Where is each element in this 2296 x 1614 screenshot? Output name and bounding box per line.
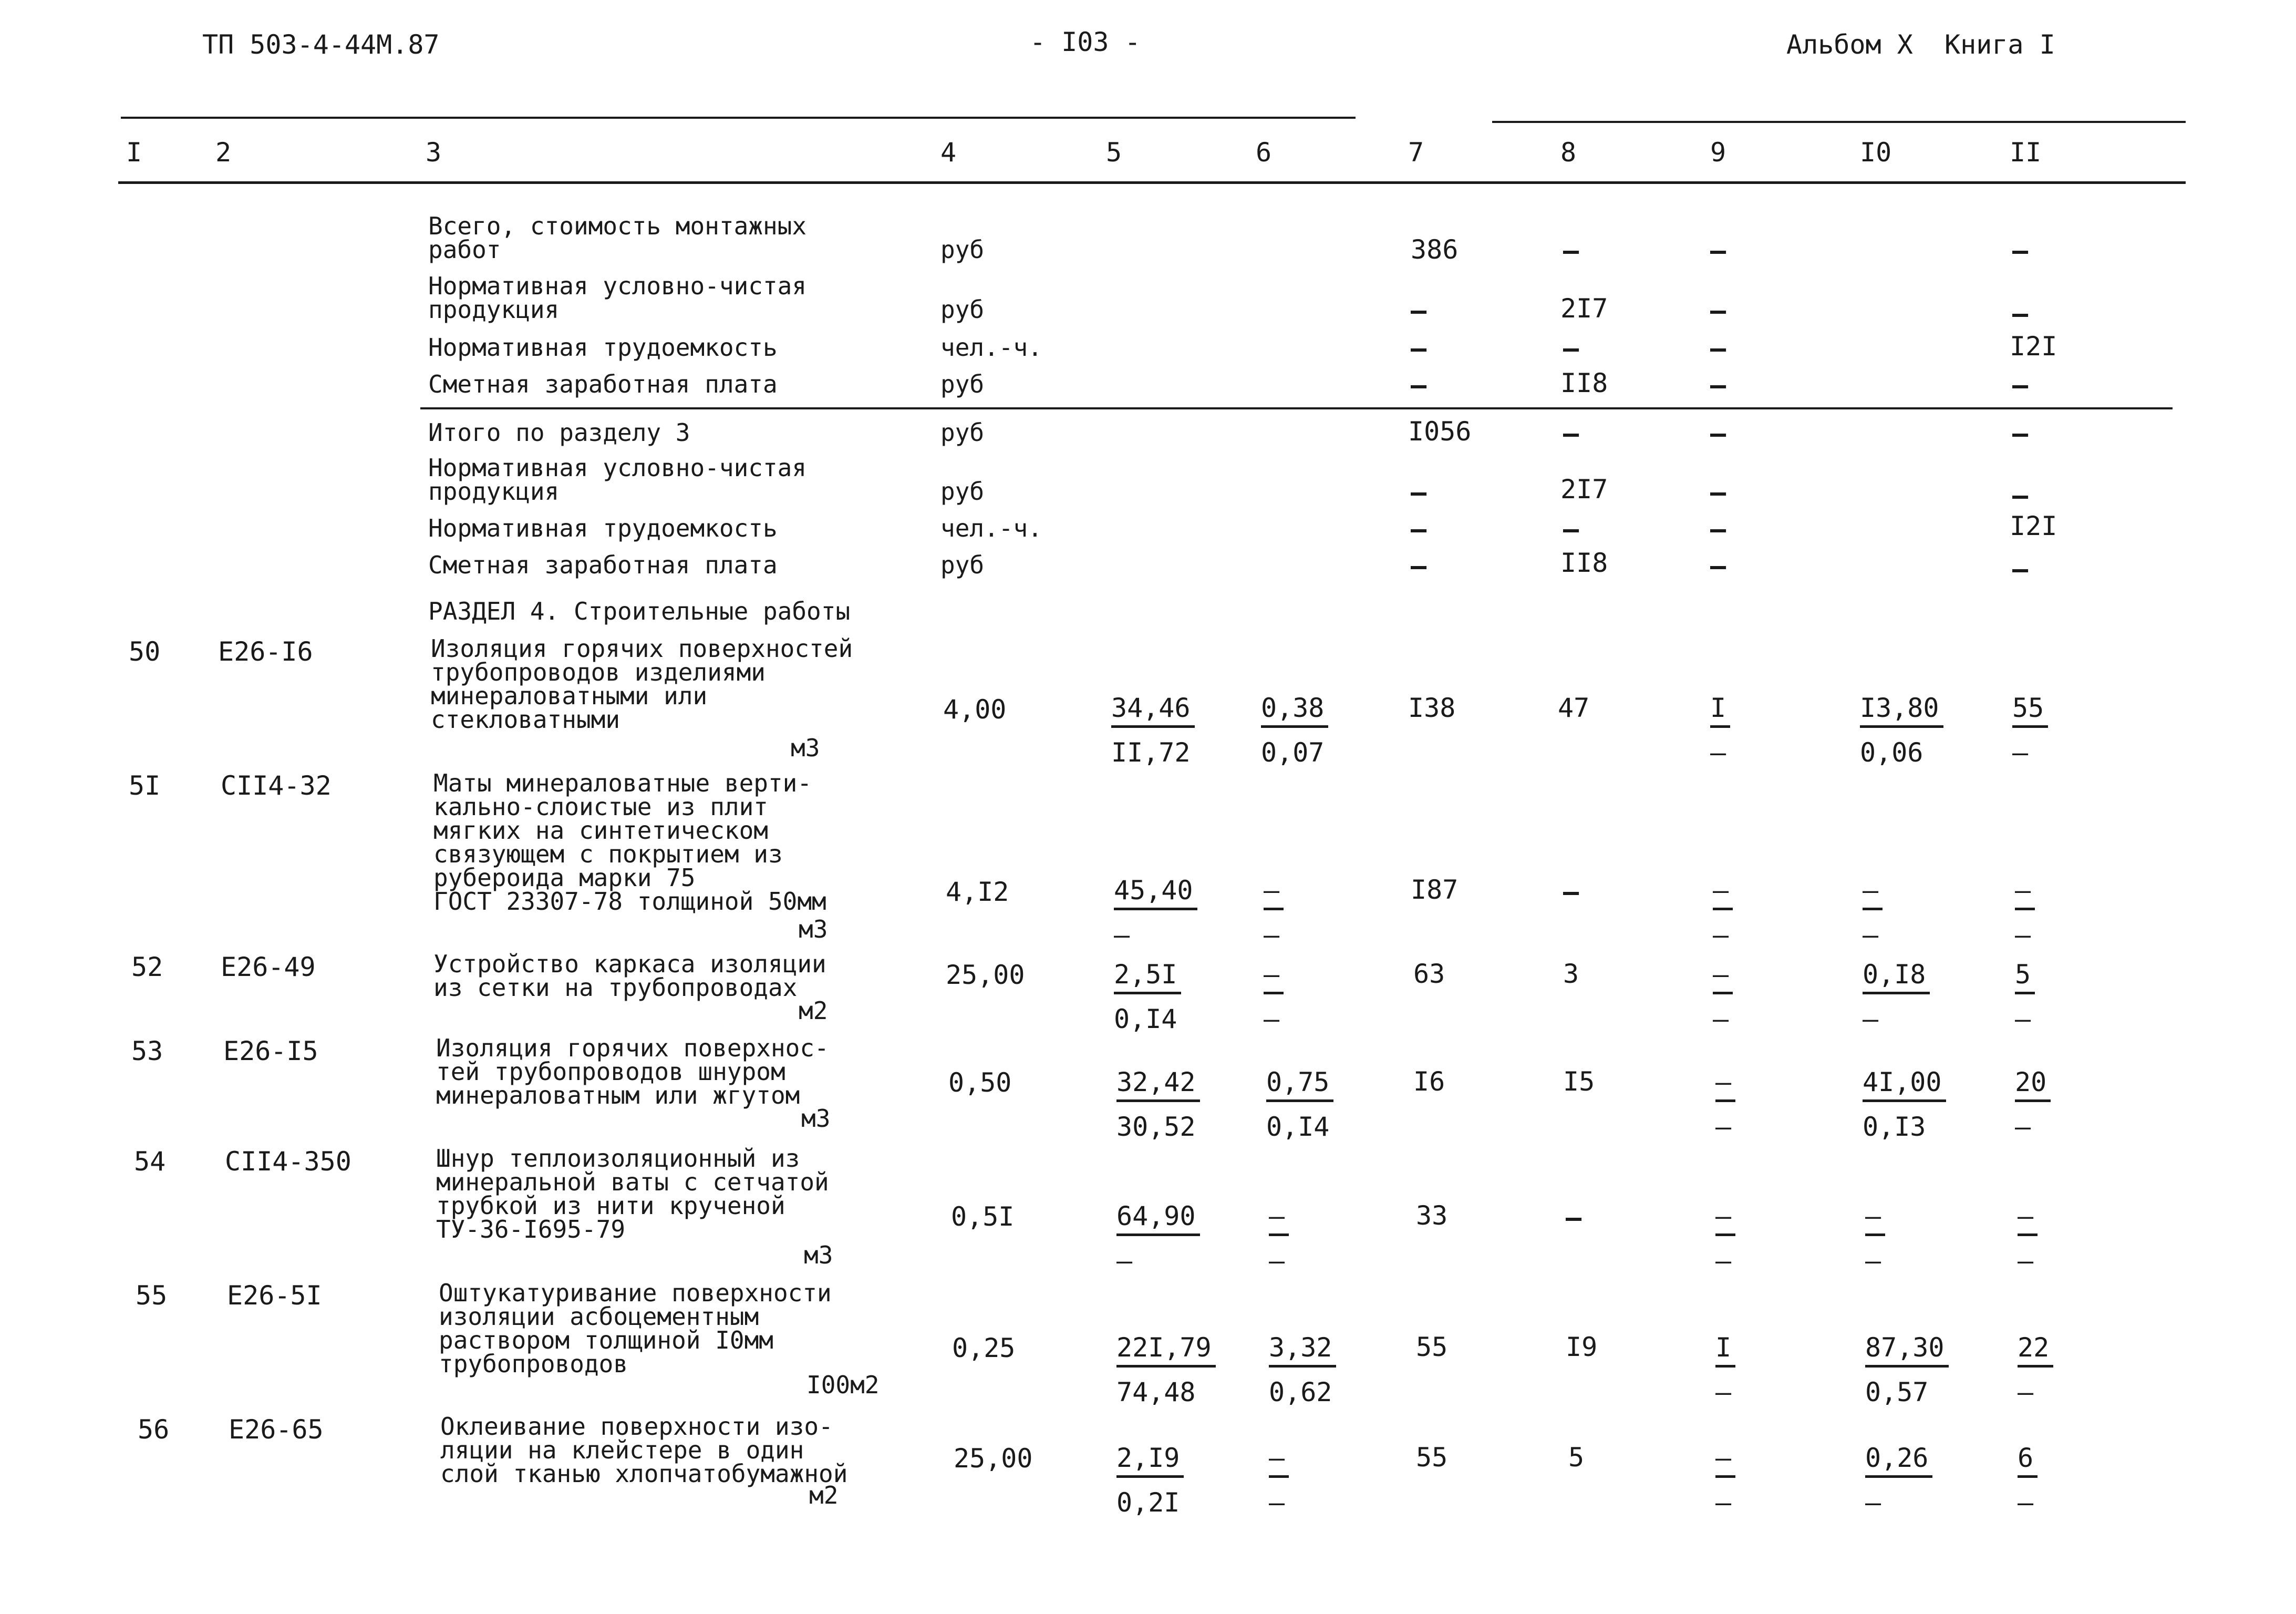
unit-cost-col6: $\frac{0,75}{0,I4}$: [1266, 1067, 1382, 1142]
work-description: Изоляция горячих поверхнос- тей трубопроводов шнуром минераловатным или жгутом: [436, 1034, 829, 1110]
unit: м3: [801, 1104, 831, 1133]
unit-cost-col6: $\frac{0,38}{0,07}$: [1261, 693, 1377, 768]
rate-code: СII4-350: [225, 1146, 351, 1177]
quantity: 0,50: [948, 1067, 1012, 1098]
unit-cost-col5: $\frac{2,5I}{0,I4}$: [1114, 959, 1229, 1034]
value-col9: – –: [1713, 875, 1828, 950]
value-col9: – –: [1713, 959, 1828, 1034]
value-col9: –: [1710, 333, 1726, 364]
unit-cost-col6: – –: [1269, 1201, 1384, 1276]
value-col7: I38: [1408, 693, 1456, 723]
value-col11: I2I: [2010, 331, 2057, 362]
row-number: 54: [134, 1146, 166, 1177]
unit-cost-col5: $\frac{22I,79}{74,48}$: [1116, 1332, 1232, 1407]
rate-code: Е26-65: [229, 1414, 324, 1445]
unit: руб: [940, 477, 985, 506]
unit: чел.-ч.: [940, 514, 1042, 542]
unit-cost-col5: 64,90 –: [1116, 1201, 1232, 1276]
value-col7: 386: [1411, 234, 1459, 265]
value-col9: –: [1710, 235, 1726, 266]
unit: чел.-ч.: [940, 333, 1042, 362]
rate-code: Е26-I6: [218, 636, 313, 667]
unit: руб: [940, 295, 985, 324]
value-col8: –: [1563, 235, 1579, 266]
value-col10: $\frac{I3,80}{0,06}$: [1860, 693, 1976, 768]
value-col8: 5: [1568, 1442, 1585, 1473]
work-description: Маты минераловатные верти- кально-слоистые из плит мягких на синтетическом связующем с покрытием из рубероида марки 75 ГОСТ 23307-78 толщиной 50мм: [433, 769, 826, 916]
value-col9: –: [1710, 418, 1726, 449]
value-col8: II8: [1560, 368, 1608, 398]
header-top-rule-right: [1492, 121, 2186, 123]
unit: м3: [799, 915, 828, 943]
value-col8: –: [1563, 877, 1579, 907]
unit: руб: [940, 418, 985, 447]
quantity: 4,00: [943, 694, 1007, 725]
value-col8: 2I7: [1560, 293, 1608, 324]
value-col8: 2I7: [1560, 474, 1608, 505]
value-col11: 20 –: [2015, 1067, 2130, 1142]
summary-label: Сметная заработная плата: [428, 551, 778, 579]
value-col11: 6 –: [2018, 1443, 2133, 1518]
value-col8: I9: [1566, 1332, 1598, 1362]
value-col10: 0,26 –: [1865, 1443, 1981, 1518]
row-number: 53: [131, 1036, 163, 1066]
value-col7: –: [1411, 551, 1427, 581]
value-col9: – –: [1715, 1067, 1831, 1142]
col-10: I0: [1860, 137, 1892, 168]
value-col10: $\frac{87,30}{0,57}$: [1865, 1332, 1981, 1407]
unit-cost-col5: $\frac{34,46}{II,72}$: [1111, 693, 1227, 768]
value-col11: – –: [2018, 1201, 2133, 1276]
summary-label: Сметная заработная плата: [428, 370, 778, 398]
value-col7: –: [1411, 477, 1427, 508]
unit-cost-col6: – –: [1264, 959, 1379, 1034]
value-col11: 5 –: [2015, 959, 2130, 1034]
work-description: Оштукатуривание поверхности изоляции асбоцементным раствором толщиной I0мм трубопроводов: [439, 1279, 832, 1379]
value-col11: –: [2012, 554, 2029, 584]
value-col7: –: [1411, 295, 1427, 326]
unit: руб: [940, 551, 985, 579]
rate-code: Е26-49: [221, 952, 316, 982]
value-col10: 0,I8 –: [1863, 959, 1978, 1034]
work-description: Шнур теплоизоляционный из минеральной ваты с сетчатой трубкой из нити крученой ТУ-36-I695-79: [436, 1144, 829, 1244]
value-col7: I056: [1408, 416, 1472, 447]
col-6: 6: [1256, 137, 1272, 168]
unit: м3: [791, 734, 820, 762]
col-7: 7: [1408, 137, 1424, 168]
section-divider: [420, 407, 2173, 409]
quantity: 4,I2: [946, 877, 1009, 907]
header-bottom-rule: [118, 181, 2186, 184]
document-code: ТП 503-4-44М.87: [202, 29, 440, 60]
row-number: 52: [131, 952, 163, 982]
unit: м2: [799, 996, 828, 1025]
summary-label: Всего, стоимость монтажных работ: [428, 212, 807, 264]
value-col7: 33: [1416, 1200, 1448, 1231]
value-col9: I –: [1715, 1332, 1831, 1407]
quantity: 25,00: [954, 1443, 1033, 1474]
value-col10: $\frac{4I,00}{0,I3}$: [1863, 1067, 1978, 1142]
row-number: 55: [136, 1280, 168, 1311]
value-col11: –: [2012, 299, 2029, 329]
value-col9: –: [1710, 551, 1726, 581]
col-11: II: [2010, 137, 2042, 168]
unit: руб: [940, 235, 985, 264]
value-col7: –: [1411, 514, 1427, 544]
summary-label: Нормативная условно-чистая продукция: [428, 272, 807, 324]
quantity: 0,5I: [951, 1201, 1015, 1232]
value-col8: 3: [1563, 959, 1579, 989]
value-col8: –: [1566, 1202, 1582, 1233]
rate-code: Е26-5I: [227, 1280, 322, 1311]
work-description: Устройство каркаса изоляции из сетки на трубопроводах: [433, 950, 826, 1002]
value-col8: –: [1563, 333, 1579, 364]
value-col11: –: [2012, 418, 2029, 449]
value-col9: –: [1710, 295, 1726, 326]
col-9: 9: [1710, 137, 1726, 168]
summary-label: Нормативная трудоемкость: [428, 514, 778, 542]
value-col7: I87: [1411, 875, 1459, 905]
col-5: 5: [1106, 137, 1122, 168]
value-col8: –: [1563, 418, 1579, 449]
col-8: 8: [1560, 137, 1577, 168]
value-col9: – –: [1715, 1201, 1831, 1276]
value-col10: – –: [1865, 1201, 1981, 1276]
value-col11: 55 –: [2012, 693, 2128, 768]
value-col7: 55: [1416, 1332, 1448, 1362]
value-col11: – –: [2015, 875, 2130, 950]
value-col11: –: [2012, 480, 2029, 511]
row-number: 50: [129, 636, 161, 667]
unit-cost-col5: $\frac{2,I9}{0,2I}$: [1116, 1443, 1232, 1518]
value-col11: I2I: [2010, 511, 2057, 541]
summary-label: Итого по разделу 3: [428, 418, 690, 447]
col-4: 4: [940, 137, 957, 168]
unit: м2: [809, 1481, 839, 1509]
unit: I00м2: [806, 1371, 880, 1399]
value-col8: –: [1563, 514, 1579, 544]
summary-label: Нормативная условно-чистая продукция: [428, 454, 807, 506]
value-col8: 47: [1558, 693, 1590, 723]
value-col7: 55: [1416, 1442, 1448, 1473]
quantity: 25,00: [946, 960, 1025, 990]
value-col7: –: [1411, 370, 1427, 400]
unit-cost-col6: – –: [1264, 875, 1379, 950]
unit: руб: [940, 370, 985, 398]
value-col9: – –: [1715, 1443, 1831, 1518]
work-description: Оклеивание поверхности изо- ляции на клейстере в один слой тканью хлопчатобумажной: [440, 1412, 848, 1488]
unit-cost-col5: 45,40 –: [1114, 875, 1229, 950]
value-col8: I5: [1563, 1066, 1595, 1097]
page-number: - I03 -: [1030, 27, 1141, 57]
row-number: 5I: [129, 770, 161, 801]
row-number: 56: [138, 1414, 170, 1445]
value-col11: –: [2012, 370, 2029, 400]
unit-cost-col6: – –: [1269, 1443, 1384, 1518]
header-top-rule: [121, 117, 1356, 119]
summary-label: Нормативная трудоемкость: [428, 333, 778, 362]
value-col7: I6: [1413, 1066, 1445, 1097]
quantity: 0,25: [952, 1333, 1016, 1363]
value-col10: – –: [1863, 875, 1978, 950]
unit: м3: [804, 1241, 833, 1269]
value-col11: –: [2012, 235, 2029, 266]
value-col9: –: [1710, 370, 1726, 400]
value-col8: II8: [1560, 548, 1608, 578]
unit-cost-col6: $\frac{3,32}{0,62}$: [1269, 1332, 1384, 1407]
rate-code: СII4-32: [221, 770, 332, 801]
value-col7: –: [1411, 333, 1427, 364]
album-book: Альбом X Книга I: [1786, 29, 2055, 60]
col-2: 2: [215, 137, 232, 168]
value-col11: 22 –: [2018, 1332, 2133, 1407]
col-3: 3: [426, 137, 442, 168]
col-1: I: [126, 137, 142, 168]
work-description: Изоляция горячих поверхностей трубопроводов изделиями минераловатными или стекловатными: [431, 634, 853, 734]
value-col9: –: [1710, 514, 1726, 544]
value-col9: I –: [1710, 693, 1826, 768]
section-title: РАЗДЕЛ 4. Строительные работы: [428, 597, 851, 625]
value-col7: 63: [1413, 959, 1445, 989]
unit-cost-col5: $\frac{32,42}{30,52}$: [1116, 1067, 1232, 1142]
rate-code: Е26-I5: [223, 1036, 318, 1066]
value-col9: –: [1710, 477, 1726, 508]
